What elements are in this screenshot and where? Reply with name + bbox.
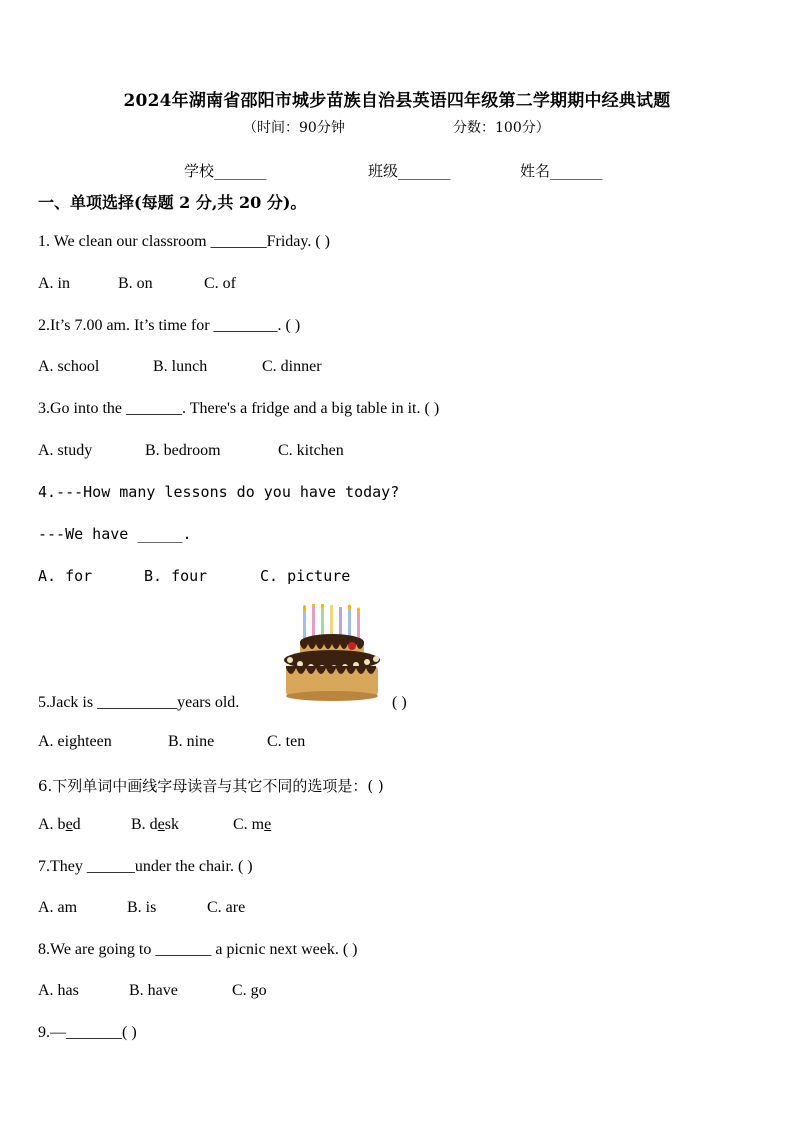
section-heading: 一、单项选择(每题 2 分,共 20 分)。: [38, 193, 307, 212]
question-1-stem: 1. We clean our classroom _______Friday. ( ): [38, 233, 330, 250]
option-b-prefix: B. d: [131, 816, 158, 833]
name-field: [520, 160, 603, 181]
option-a: A. has: [38, 982, 79, 999]
option-c: C. of: [204, 275, 236, 292]
option-c: C. dinner: [262, 358, 322, 375]
question-2-options: [38, 358, 322, 376]
option-a-prefix: A. b: [38, 816, 66, 833]
option-c: C. are: [207, 899, 246, 916]
question-8-options: [38, 982, 267, 1000]
option-a-underlined-letter: e: [65, 816, 73, 833]
option-c-underlined-letter: e: [264, 816, 272, 833]
question-7-options: [38, 899, 245, 917]
school-field: [184, 160, 267, 181]
school-blank: _______: [214, 162, 267, 180]
option-c-prefix: C. m: [233, 816, 265, 833]
option-a: [38, 816, 131, 834]
question-1-options: [38, 275, 236, 293]
exam-score: 分数：100分）: [453, 120, 550, 136]
question-6-options: [38, 816, 271, 834]
birthday-cake-image: [282, 604, 384, 702]
page-title: 2024年湖南省邵阳市城步苗族自治县英语四年级第二学期期中经典试题: [123, 91, 671, 111]
question-5-stem: 5.Jack is __________years old.: [38, 694, 240, 711]
option-a: A. in: [38, 275, 70, 292]
name-label: 姓名: [520, 162, 551, 180]
option-a: A. am: [38, 899, 78, 916]
option-b: B. have: [129, 982, 178, 999]
class-label: 班级: [368, 162, 399, 180]
class-field: [368, 160, 451, 181]
question-3-options: [38, 442, 344, 460]
option-b: B. lunch: [153, 358, 208, 375]
school-label: 学校: [184, 162, 215, 180]
name-blank: _______: [550, 162, 603, 180]
question-5-bracket: ( ): [392, 694, 407, 711]
option-c: C. kitchen: [278, 442, 344, 459]
option-b: B. bedroom: [145, 442, 221, 459]
option-b: B. on: [118, 275, 153, 292]
question-6-stem: 6.下列单词中画线字母读音与其它不同的选项是：( ): [38, 777, 384, 795]
option-b-underlined-letter: e: [157, 816, 165, 833]
question-8-stem: 8.We are going to _______ a picnic next week. ( ): [38, 941, 358, 958]
question-3-stem: 3.Go into the _______. There's a fridge and a big table in it. ( ): [38, 400, 440, 417]
option-b: B. nine: [168, 733, 215, 750]
class-blank: _______: [398, 162, 451, 180]
question-9-stem: 9.—_______( ): [38, 1024, 137, 1041]
option-b: B. is: [127, 899, 157, 916]
option-a: A. study: [38, 442, 93, 459]
question-2-stem: 2.It’s 7.00 am. It’s time for ________. ( ): [38, 317, 301, 334]
question-7-stem: 7.They ______under the chair. ( ): [38, 858, 253, 875]
option-c: [233, 816, 271, 834]
option-b-suffix: sk: [164, 816, 180, 833]
question-4-options: [38, 567, 350, 585]
option-a-suffix: d: [72, 816, 81, 833]
question-4-stem: 4.---How many lessons do you have today?: [38, 483, 400, 501]
option-a: A. for: [38, 567, 93, 585]
question-5-options: [38, 733, 305, 751]
option-c: C. ten: [267, 733, 306, 750]
option-c: C. go: [232, 982, 267, 999]
exam-time: （时间：90分钟: [243, 120, 345, 136]
option-b: [131, 816, 233, 834]
option-a: A. eighteen: [38, 733, 112, 750]
option-b: B. four: [144, 567, 208, 585]
question-4-answer-line: ---We have _____.: [38, 525, 192, 543]
option-c: C. picture: [260, 567, 351, 585]
option-a: A. school: [38, 358, 100, 375]
